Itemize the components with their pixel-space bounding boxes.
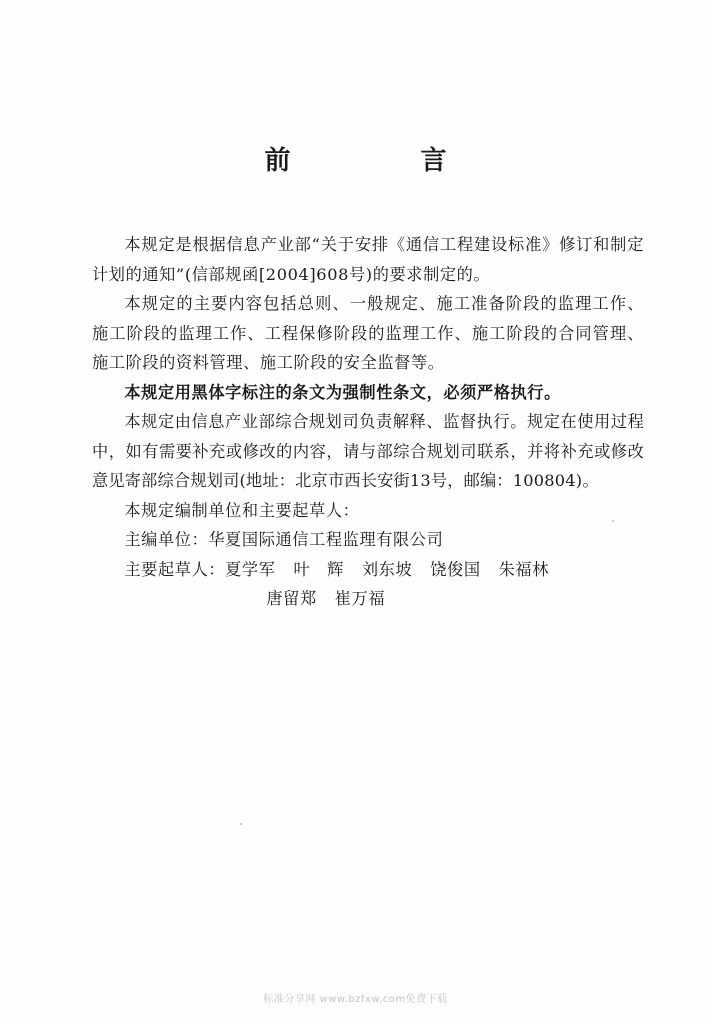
drafters-line	[92, 555, 644, 585]
paragraph-interpretation: 本规定由信息产业部综合规划司负责解释、监督执行。规定在使用过程中，如有需要补充或修改的内容，请与部综合规划司联系，并将补充或修改意见寄部综合规划司(地址：北京市西长安街13号，邮编：100804)。	[92, 412, 644, 490]
drafter-name: 饶俊国	[430, 559, 481, 579]
chief-editor-label: 主编单位：	[124, 530, 209, 549]
paragraph-mandatory: 本规定用黑体字标注的条文为强制性条文，必须严格执行。	[124, 382, 561, 402]
paragraph-contents: 本规定的主要内容包括总则、一般规定、施工准备阶段的监理工作、施工阶段的监理工作、工程保修阶段的监理工作、施工阶段的合同管理、施工阶段的资料管理、施工阶段的安全监督等。	[92, 294, 644, 372]
drafter-name: 叶 辉	[293, 559, 344, 579]
chief-editor-value: 华夏国际通信工程监理有限公司	[208, 530, 444, 549]
scan-speck	[612, 520, 614, 522]
drafters-continuation	[92, 584, 644, 614]
scan-speck	[240, 823, 242, 825]
paragraph-drafting-intro: 本规定编制单位和主要起草人：	[124, 500, 360, 520]
drafter-name: 刘东坡	[361, 559, 413, 579]
page-title: 前 言	[264, 146, 499, 176]
watermark-footer: 标准分享网 www.bzfxw.com免费下载	[263, 994, 448, 1005]
drafter-name: 夏学军	[225, 559, 276, 579]
drafters-label: 主要起草人：	[124, 559, 226, 579]
paragraph-basis: 本规定是根据信息产业部“关于安排《通信工程建设标准》修订和制定计划的通知”(信部规函[2004]608号)的要求制定的。	[92, 235, 644, 284]
document-body	[92, 230, 644, 614]
chief-editor-line	[92, 525, 644, 555]
drafter-name: 崔万福	[334, 589, 386, 608]
drafter-name: 唐留郑	[266, 589, 317, 608]
drafter-name: 朱福林	[498, 559, 549, 579]
